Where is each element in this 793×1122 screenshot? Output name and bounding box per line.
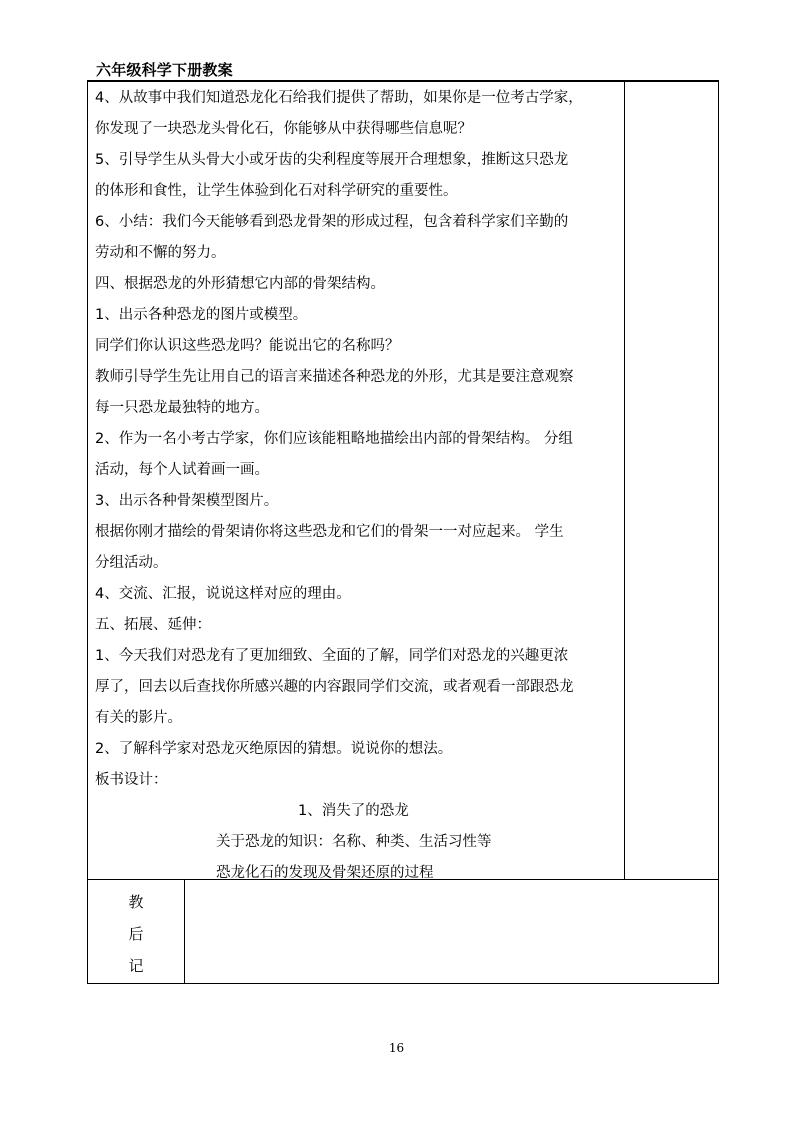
content-line: 板书设计： — [95, 772, 168, 788]
content-line: 1、今天我们对恐龙有了更加细致、全面的了解，同学们对恐龙的兴趣更浓 — [95, 648, 569, 664]
side-label-char: 后 — [128, 925, 144, 943]
table-divider-right — [624, 80, 625, 880]
board-title: 1、消失了的恐龙 — [298, 803, 409, 819]
content-line: 同学们你认识这些恐龙吗？能说出它的名称吗？ — [95, 338, 400, 354]
content-line: 劳动和不懈的努力。 — [95, 245, 226, 261]
content-line: 的体形和食性，让学生体验到化石对科学研究的重要性。 — [95, 183, 458, 199]
table-divider-bottom — [184, 880, 185, 984]
post-lesson-notes-label — [88, 886, 184, 982]
content-line: 有关的影片。 — [95, 710, 182, 726]
content-line: 活动，每个人试着画一画。 — [95, 462, 269, 478]
content-line: 1、出示各种恐龙的图片或模型。 — [95, 307, 308, 323]
content-line: 5、引导学生从头骨大小或牙齿的尖利程度等展开合理想象，推断这只恐龙 — [95, 152, 569, 168]
content-line: 根据你刚才描绘的骨架请你将这些恐龙和它们的骨架一一对应起来。 学生 — [95, 524, 564, 540]
page-header: 六年级科学下册教案 — [96, 61, 233, 79]
content-line: 6、小结：我们今天能够看到恐龙骨架的形成过程，包含着科学家们辛勤的 — [95, 214, 569, 230]
content-line: 你发现了一块恐龙头骨化石，你能够从中获得哪些信息呢？ — [95, 121, 472, 137]
content-line: 2、了解科学家对恐龙灭绝原因的猜想。说说你的想法。 — [95, 741, 453, 757]
content-line: 4、交流、汇报，说说这样对应的理由。 — [95, 586, 351, 602]
content-line: 厚了，回去以后查找你所感兴趣的内容跟同学们交流，或者观看一部跟恐龙 — [95, 679, 574, 695]
content-line: 每一只恐龙最独特的地方。 — [95, 400, 269, 416]
lesson-content — [95, 83, 621, 889]
content-line: 五、拓展、延伸： — [95, 617, 211, 633]
content-line: 四、根据恐龙的外形猜想它内部的骨架结构。 — [95, 276, 385, 292]
content-line: 2、作为一名小考古学家，你们应该能粗略地描绘出内部的骨架结构。 分组 — [95, 431, 573, 447]
content-line: 4、从故事中我们知道恐龙化石给我们提供了帮助，如果你是一位考古学家， — [95, 90, 583, 106]
side-label-char: 记 — [128, 957, 144, 975]
page-number: 16 — [388, 1041, 405, 1055]
board-item: 恐龙化石的发现及骨架还原的过程 — [216, 865, 434, 881]
content-line: 3、出示各种骨架模型图片。 — [95, 493, 279, 509]
board-item: 关于恐龙的知识：名称、种类、生活习性等 — [216, 834, 492, 850]
side-label-char: 教 — [128, 893, 144, 911]
content-line: 分组活动。 — [95, 555, 168, 571]
content-line: 教师引导学生先让用自己的语言来描述各种恐龙的外形，尤其是要注意观察 — [95, 369, 574, 385]
